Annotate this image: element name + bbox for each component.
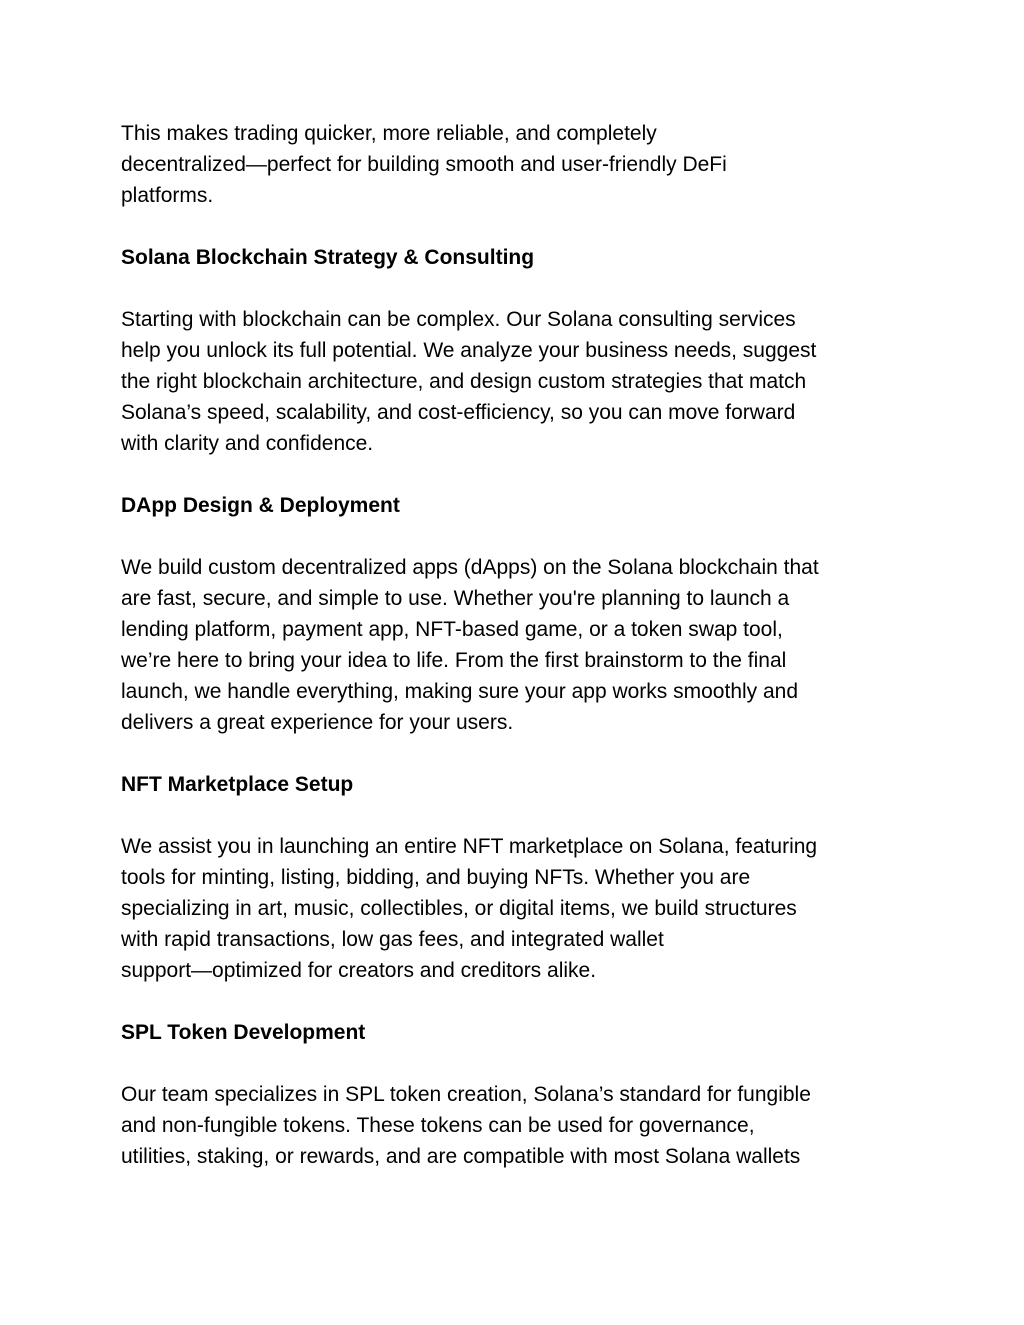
- text-line: delivers a great experience for your users.: [121, 711, 514, 734]
- text-line: are fast, secure, and simple to use. Whether you're planning to launch a: [121, 587, 790, 610]
- text-line: we’re here to bring your idea to life. From the first brainstorm to the final: [121, 649, 787, 672]
- spl-token-paragraph: [121, 1079, 911, 1172]
- text-line: tools for minting, listing, bidding, and buying NFTs. Whether you are: [121, 866, 751, 889]
- dapp-design-paragraph: [121, 552, 911, 738]
- text-line: utilities, staking, or rewards, and are compatible with most Solana wallets: [121, 1145, 801, 1168]
- text-line: with clarity and confidence.: [121, 432, 374, 455]
- text-line: Our team specializes in SPL token creation, Solana’s standard for fungible: [121, 1083, 811, 1106]
- nft-marketplace-paragraph: [121, 831, 911, 986]
- text-line: decentralized—perfect for building smooth and user-friendly DeFi: [121, 153, 727, 176]
- text-line: We assist you in launching an entire NFT marketplace on Solana, featuring: [121, 835, 818, 858]
- document-body: [121, 118, 911, 1203]
- text-line: Solana’s speed, scalability, and cost-efficiency, so you can move forward: [121, 401, 796, 424]
- section-heading-nft-marketplace: NFT Marketplace Setup: [121, 773, 354, 796]
- intro-paragraph: [121, 118, 911, 211]
- text-line: We build custom decentralized apps (dApps) on the Solana blockchain that: [121, 556, 819, 579]
- text-line: launch, we handle everything, making sure your app works smoothly and: [121, 680, 799, 703]
- section-heading-dapp-design: DApp Design & Deployment: [121, 494, 400, 517]
- text-line: specializing in art, music, collectibles, or digital items, we build structures: [121, 897, 797, 920]
- text-line: with rapid transactions, low gas fees, and integrated wallet: [121, 928, 664, 951]
- text-line: lending platform, payment app, NFT-based game, or a token swap tool,: [121, 618, 783, 641]
- text-line: help you unlock its full potential. We analyze your business needs, suggest: [121, 339, 817, 362]
- text-line: Starting with blockchain can be complex. Our Solana consulting services: [121, 308, 796, 331]
- section-heading-strategy-consulting: Solana Blockchain Strategy & Consulting: [121, 246, 535, 269]
- text-line: and non-fungible tokens. These tokens can be used for governance,: [121, 1114, 755, 1137]
- section-heading-spl-token: SPL Token Development: [121, 1021, 366, 1044]
- text-line: the right blockchain architecture, and design custom strategies that match: [121, 370, 807, 393]
- text-line: support—optimized for creators and creditors alike.: [121, 959, 597, 982]
- strategy-consulting-paragraph: [121, 304, 911, 459]
- text-line: platforms.: [121, 184, 214, 207]
- text-line: This makes trading quicker, more reliable, and completely: [121, 122, 657, 145]
